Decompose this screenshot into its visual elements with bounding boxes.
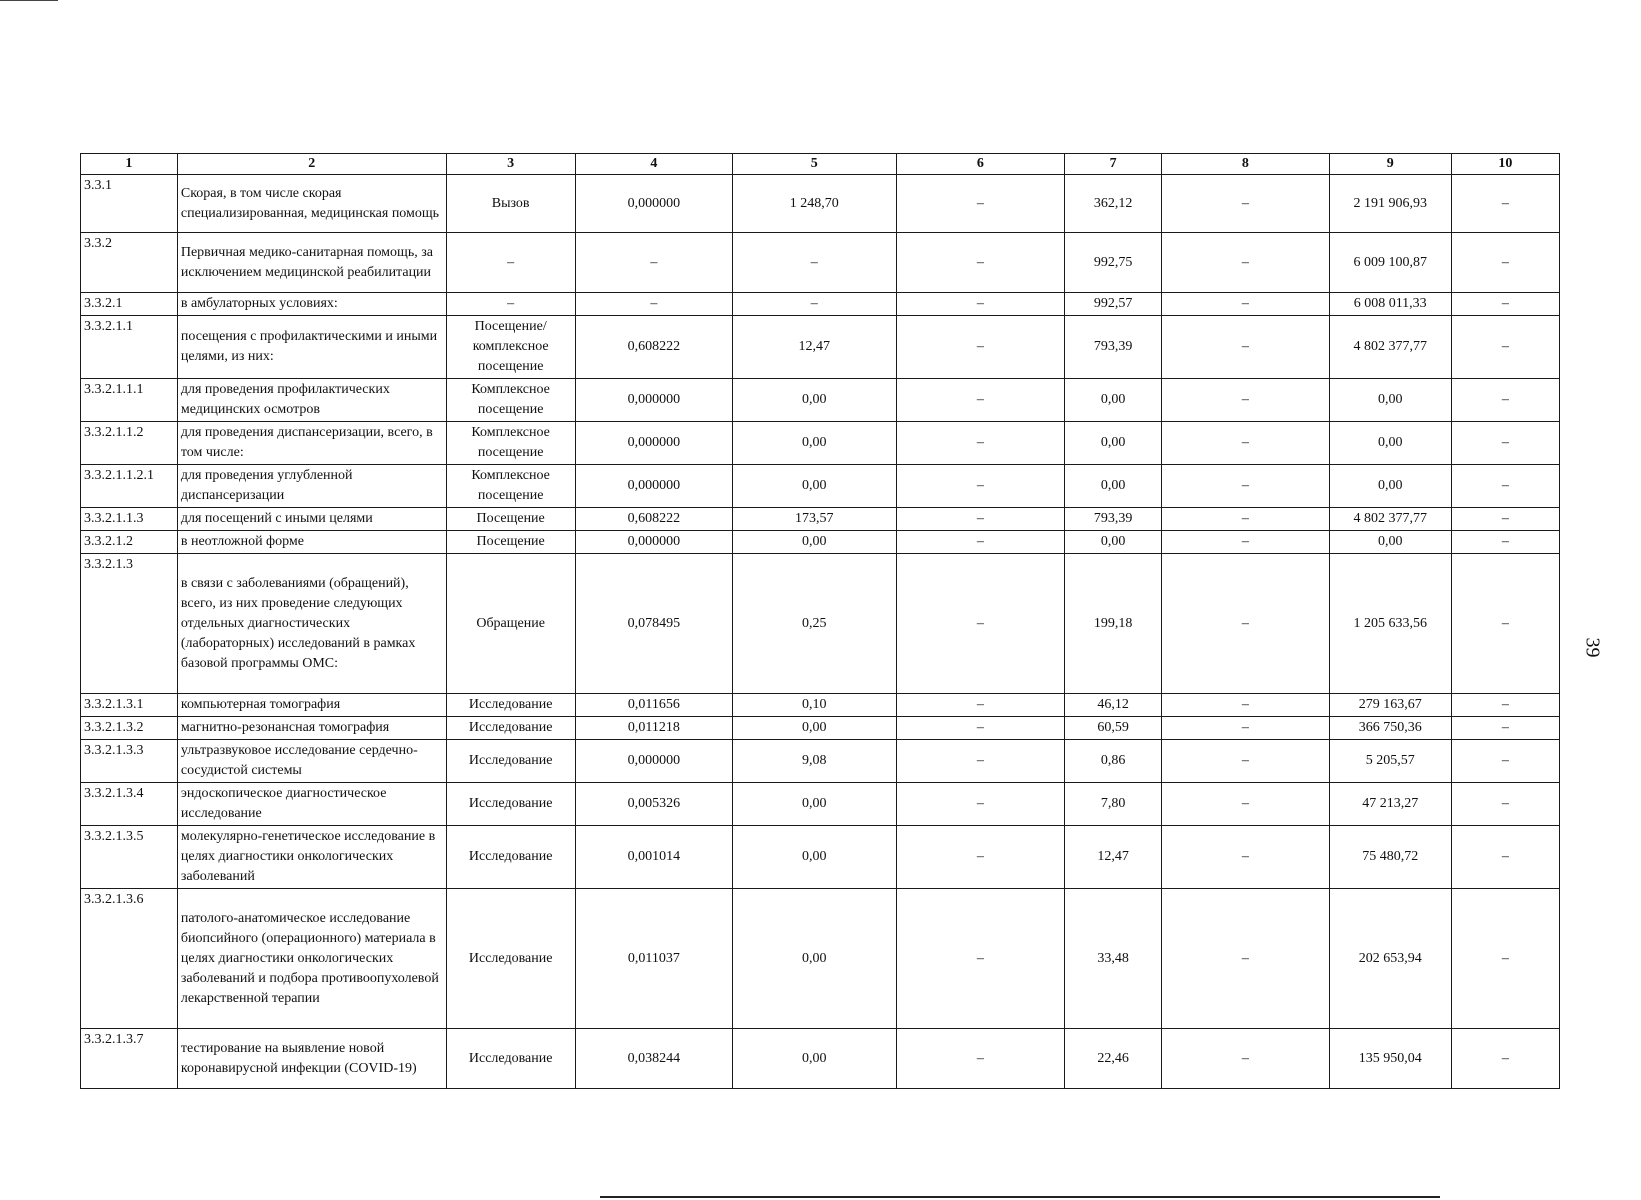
value-cell: – [732,233,896,293]
value-cell: 0,00 [1065,379,1162,422]
unit-cell: Исследование [446,717,575,740]
row-name: Первичная медико-санитарная помощь, за исключением медицинской реабилитации [177,233,446,293]
row-code: 3.3.2.1.1.3 [81,508,178,531]
value-cell: – [1162,293,1330,316]
value-cell: 46,12 [1065,694,1162,717]
row-name: в неотложной форме [177,531,446,554]
table-row [81,717,1560,740]
value-cell: – [896,465,1065,508]
value-cell: 22,46 [1065,1029,1162,1089]
row-code: 3.3.2.1.3.4 [81,783,178,826]
table-row [81,740,1560,783]
value-cell: 199,18 [1065,554,1162,694]
value-cell: 9,08 [732,740,896,783]
value-cell: – [1162,826,1330,889]
value-cell: – [896,531,1065,554]
value-cell: – [896,694,1065,717]
value-cell: 12,47 [732,316,896,379]
row-code: 3.3.2.1.3.2 [81,717,178,740]
value-cell: 33,48 [1065,889,1162,1029]
value-cell: – [1162,531,1330,554]
scan-edge-mark [0,0,58,1]
value-cell: 0,00 [732,1029,896,1089]
value-cell: 0,00 [1329,379,1451,422]
row-code: 3.3.2.1.3.5 [81,826,178,889]
table-row [81,889,1560,1029]
value-cell: – [1162,554,1330,694]
value-cell: – [1451,508,1559,531]
value-cell: – [1162,508,1330,531]
row-name: эндоскопическое диагностическое исследование [177,783,446,826]
value-cell: 6 008 011,33 [1329,293,1451,316]
value-cell: 0,00 [732,889,896,1029]
value-cell: 173,57 [732,508,896,531]
table-row [81,1029,1560,1089]
unit-cell: Посещение/ комплексное посещение [446,316,575,379]
value-cell: – [1451,740,1559,783]
value-cell: – [896,293,1065,316]
value-cell: – [1451,531,1559,554]
unit-cell: – [446,233,575,293]
row-name: магнитно-резонансная томография [177,717,446,740]
value-cell: – [1451,889,1559,1029]
row-code: 3.3.2.1 [81,293,178,316]
value-cell: 4 802 377,77 [1329,316,1451,379]
row-name: для проведения углубленной диспансеризации [177,465,446,508]
row-name: компьютерная томография [177,694,446,717]
value-cell: – [896,508,1065,531]
row-name: посещения с профилактическими и иными целями, из них: [177,316,446,379]
value-cell: 0,000000 [575,465,732,508]
row-code: 3.3.1 [81,175,178,233]
value-cell: 75 480,72 [1329,826,1451,889]
unit-cell: Исследование [446,826,575,889]
value-cell: 0,608222 [575,316,732,379]
value-cell: 4 802 377,77 [1329,508,1451,531]
table-row [81,826,1560,889]
column-header: 2 [177,154,446,175]
scan-bottom-mark [600,1196,1440,1198]
value-cell: – [1162,783,1330,826]
value-cell: – [1162,233,1330,293]
value-cell: 992,75 [1065,233,1162,293]
value-cell: 793,39 [1065,316,1162,379]
value-cell: – [896,889,1065,1029]
column-header: 10 [1451,154,1559,175]
value-cell: 793,39 [1065,508,1162,531]
table-row [81,694,1560,717]
value-cell: 60,59 [1065,717,1162,740]
value-cell: – [896,233,1065,293]
row-code: 3.3.2.1.1.1 [81,379,178,422]
value-cell: 0,005326 [575,783,732,826]
value-cell: – [1451,554,1559,694]
value-cell: 0,000000 [575,740,732,783]
column-header: 1 [81,154,178,175]
row-name: патолого-анатомическое исследование биопсийного (операционного) материала в целях диагностики онкологических заболеваний и подбора противоопухолевой лекарственной терапии [177,889,446,1029]
column-header: 9 [1329,154,1451,175]
value-cell: 2 191 906,93 [1329,175,1451,233]
value-cell: 1 205 633,56 [1329,554,1451,694]
value-cell: 0,000000 [575,422,732,465]
value-cell: 0,011037 [575,889,732,1029]
value-cell: – [1162,1029,1330,1089]
table-row [81,508,1560,531]
value-cell: – [1451,293,1559,316]
value-cell: – [1451,175,1559,233]
unit-cell: Посещение [446,531,575,554]
value-cell: 1 248,70 [732,175,896,233]
value-cell: 202 653,94 [1329,889,1451,1029]
value-cell: – [1451,233,1559,293]
value-cell: – [896,379,1065,422]
table-row [81,316,1560,379]
value-cell: 0,00 [732,422,896,465]
value-cell: – [1451,379,1559,422]
value-cell: – [896,717,1065,740]
table-row [81,422,1560,465]
value-cell: – [1162,717,1330,740]
value-cell: 0,00 [1329,465,1451,508]
row-name: в связи с заболеваниями (обращений), всего, из них проведение следующих отдельных диагностических (лабораторных) исследований в рамках базовой программы ОМС: [177,554,446,694]
value-cell: 0,86 [1065,740,1162,783]
value-cell: 0,25 [732,554,896,694]
value-cell: 0,000000 [575,379,732,422]
unit-cell: Комплексное посещение [446,379,575,422]
column-header: 8 [1162,154,1330,175]
value-cell: – [1162,889,1330,1029]
table-row [81,293,1560,316]
row-name: для посещений с иными целями [177,508,446,531]
value-cell: – [1451,783,1559,826]
value-cell: – [1451,694,1559,717]
row-name: для проведения диспансеризации, всего, в том числе: [177,422,446,465]
value-cell: 279 163,67 [1329,694,1451,717]
row-name: тестирование на выявление новой коронавирусной инфекции (COVID-19) [177,1029,446,1089]
table-row [81,531,1560,554]
row-name: в амбулаторных условиях: [177,293,446,316]
value-cell: 0,00 [732,783,896,826]
value-cell: – [1451,465,1559,508]
value-cell: – [1162,422,1330,465]
row-code: 3.3.2.1.3.1 [81,694,178,717]
value-cell: 0,00 [732,379,896,422]
unit-cell: Исследование [446,1029,575,1089]
row-code: 3.3.2 [81,233,178,293]
value-cell: – [896,826,1065,889]
value-cell: 0,00 [732,826,896,889]
row-name: Скорая, в том числе скорая специализированная, медицинская помощь [177,175,446,233]
value-cell: – [575,293,732,316]
table-row [81,175,1560,233]
value-cell: – [1162,694,1330,717]
row-code: 3.3.2.1.1 [81,316,178,379]
value-cell: 12,47 [1065,826,1162,889]
table-row [81,554,1560,694]
column-header: 4 [575,154,732,175]
value-cell: – [896,316,1065,379]
value-cell: – [1162,175,1330,233]
value-cell: 0,00 [1065,465,1162,508]
value-cell: 0,011218 [575,717,732,740]
unit-cell: Вызов [446,175,575,233]
row-code: 3.3.2.1.3.7 [81,1029,178,1089]
value-cell: 0,00 [732,465,896,508]
value-cell: – [1162,465,1330,508]
unit-cell: Исследование [446,783,575,826]
value-cell: – [1451,422,1559,465]
value-cell: 0,00 [1329,531,1451,554]
value-cell: – [575,233,732,293]
unit-cell: Комплексное посещение [446,465,575,508]
value-cell: – [1451,717,1559,740]
value-cell: – [1451,1029,1559,1089]
value-cell: – [1162,379,1330,422]
value-cell: 0,038244 [575,1029,732,1089]
value-cell: – [896,422,1065,465]
value-cell: 6 009 100,87 [1329,233,1451,293]
value-cell: 47 213,27 [1329,783,1451,826]
unit-cell: Обращение [446,554,575,694]
value-cell: 0,608222 [575,508,732,531]
value-cell: 0,000000 [575,531,732,554]
table-row [81,233,1560,293]
value-cell: – [896,740,1065,783]
value-cell: 366 750,36 [1329,717,1451,740]
value-cell: 7,80 [1065,783,1162,826]
value-cell: 0,00 [1065,422,1162,465]
table-row [81,783,1560,826]
value-cell: – [896,175,1065,233]
value-cell: 0,00 [732,531,896,554]
table-row [81,379,1560,422]
unit-cell: Исследование [446,889,575,1029]
value-cell: 362,12 [1065,175,1162,233]
value-cell: – [732,293,896,316]
value-cell: 0,011656 [575,694,732,717]
row-code: 3.3.2.1.3.6 [81,889,178,1029]
value-cell: – [1162,740,1330,783]
value-cell: – [1451,826,1559,889]
row-code: 3.3.2.1.3 [81,554,178,694]
row-code: 3.3.2.1.3.3 [81,740,178,783]
unit-cell: – [446,293,575,316]
table-row [81,465,1560,508]
value-cell: 135 950,04 [1329,1029,1451,1089]
page-number: 39 [1581,637,1604,658]
row-code: 3.3.2.1.2 [81,531,178,554]
row-code: 3.3.2.1.1.2 [81,422,178,465]
column-header: 5 [732,154,896,175]
row-name: для проведения профилактических медицинских осмотров [177,379,446,422]
value-cell: 992,57 [1065,293,1162,316]
unit-cell: Исследование [446,740,575,783]
value-cell: – [896,1029,1065,1089]
unit-cell: Посещение [446,508,575,531]
row-name: ультразвуковое исследование сердечно-сосудистой системы [177,740,446,783]
row-name: молекулярно-генетическое исследование в целях диагностики онкологических заболеваний [177,826,446,889]
row-code: 3.3.2.1.1.2.1 [81,465,178,508]
value-cell: 0,000000 [575,175,732,233]
column-header: 6 [896,154,1065,175]
value-cell: 0,00 [732,717,896,740]
column-header: 7 [1065,154,1162,175]
value-cell: 0,00 [1329,422,1451,465]
unit-cell: Исследование [446,694,575,717]
value-cell: – [1451,316,1559,379]
value-cell: 5 205,57 [1329,740,1451,783]
data-table [80,153,1560,1089]
value-cell: 0,10 [732,694,896,717]
unit-cell: Комплексное посещение [446,422,575,465]
value-cell: – [896,554,1065,694]
value-cell: 0,001014 [575,826,732,889]
value-cell: – [1162,316,1330,379]
value-cell: 0,078495 [575,554,732,694]
value-cell: – [896,783,1065,826]
column-header: 3 [446,154,575,175]
header-row [81,154,1560,175]
value-cell: 0,00 [1065,531,1162,554]
